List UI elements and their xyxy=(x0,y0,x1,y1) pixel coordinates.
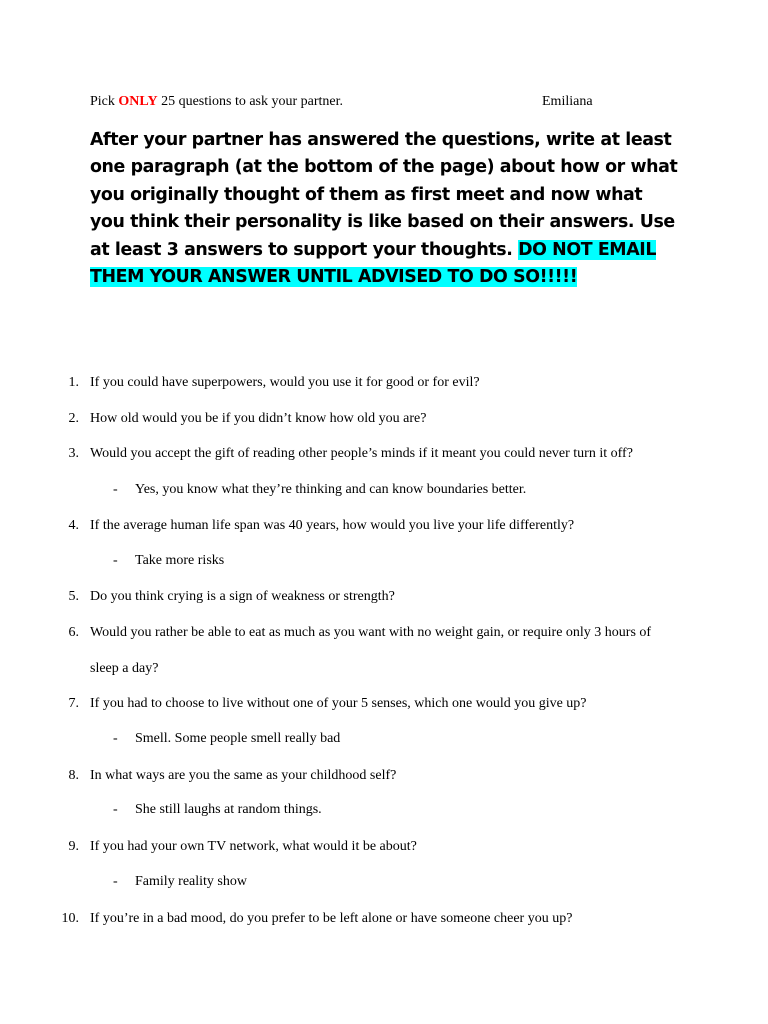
answer-bullet: - xyxy=(113,802,118,817)
answer-bullet: - xyxy=(113,874,118,889)
question-number: 3. xyxy=(68,446,79,461)
question-text: If you had to choose to live without one of your 5 senses, which one would you give up? xyxy=(90,696,587,711)
question-number: 4. xyxy=(68,518,79,533)
question-text: If you’re in a bad mood, do you prefer to be left alone or have someone cheer you up? xyxy=(90,911,573,926)
pick-instruction xyxy=(90,92,610,112)
question-number: 2. xyxy=(68,411,79,426)
answer-bullet: - xyxy=(113,482,118,497)
question-number: 5. xyxy=(68,589,79,604)
question-text: Would you rather be able to eat as much as you want with no weight gain, or require only 3 hours of sleep a day? xyxy=(90,625,652,676)
question-text: If you could have superpowers, would you use it for good or for evil? xyxy=(90,375,480,390)
highlighted-warning: DO NOT EMAIL THEM YOUR ANSWER UNTIL ADVISED TO DO SO!!!!! xyxy=(90,239,657,288)
question-number: 1. xyxy=(68,375,79,390)
assignment-instructions xyxy=(90,127,680,291)
answer-bullet: - xyxy=(113,553,118,568)
question-number: 10. xyxy=(61,911,79,926)
question-number: 7. xyxy=(68,696,79,711)
instructions-text: After your partner has answered the questions, write at least one paragraph (at the bottom of the page) about how or what you originally thought of them as first meet and now what you think their personality is like based on their answers. Use at least 3 answers to support your thoughts. xyxy=(90,130,678,260)
question-text: If the average human life span was 40 years, how would you live your life differently? xyxy=(90,518,575,533)
question-text: In what ways are you the same as your childhood self? xyxy=(90,768,397,783)
answer-text: Yes, you know what they’re thinking and can know boundaries better. xyxy=(135,482,527,497)
student-name: Emiliana xyxy=(542,94,593,109)
pick-prefix: Pick xyxy=(90,94,119,109)
answer-bullet: - xyxy=(113,731,118,746)
answer-text: Smell. Some people smell really bad xyxy=(135,731,341,746)
question-number: 9. xyxy=(68,839,79,854)
answer-text: Family reality show xyxy=(135,874,247,889)
question-text: Do you think crying is a sign of weakness or strength? xyxy=(90,589,395,604)
answer-text: She still laughs at random things. xyxy=(135,802,322,817)
question-number: 6. xyxy=(68,625,79,640)
question-text: How old would you be if you didn’t know how old you are? xyxy=(90,411,427,426)
question-text: If you had your own TV network, what would it be about? xyxy=(90,839,417,854)
pick-suffix: 25 questions to ask your partner. xyxy=(157,94,344,109)
only-emphasis: ONLY xyxy=(118,94,158,109)
answer-text: Take more risks xyxy=(135,553,225,568)
question-text: Would you accept the gift of reading other people’s minds if it meant you could never turn it off? xyxy=(90,446,633,461)
question-number: 8. xyxy=(68,768,79,783)
